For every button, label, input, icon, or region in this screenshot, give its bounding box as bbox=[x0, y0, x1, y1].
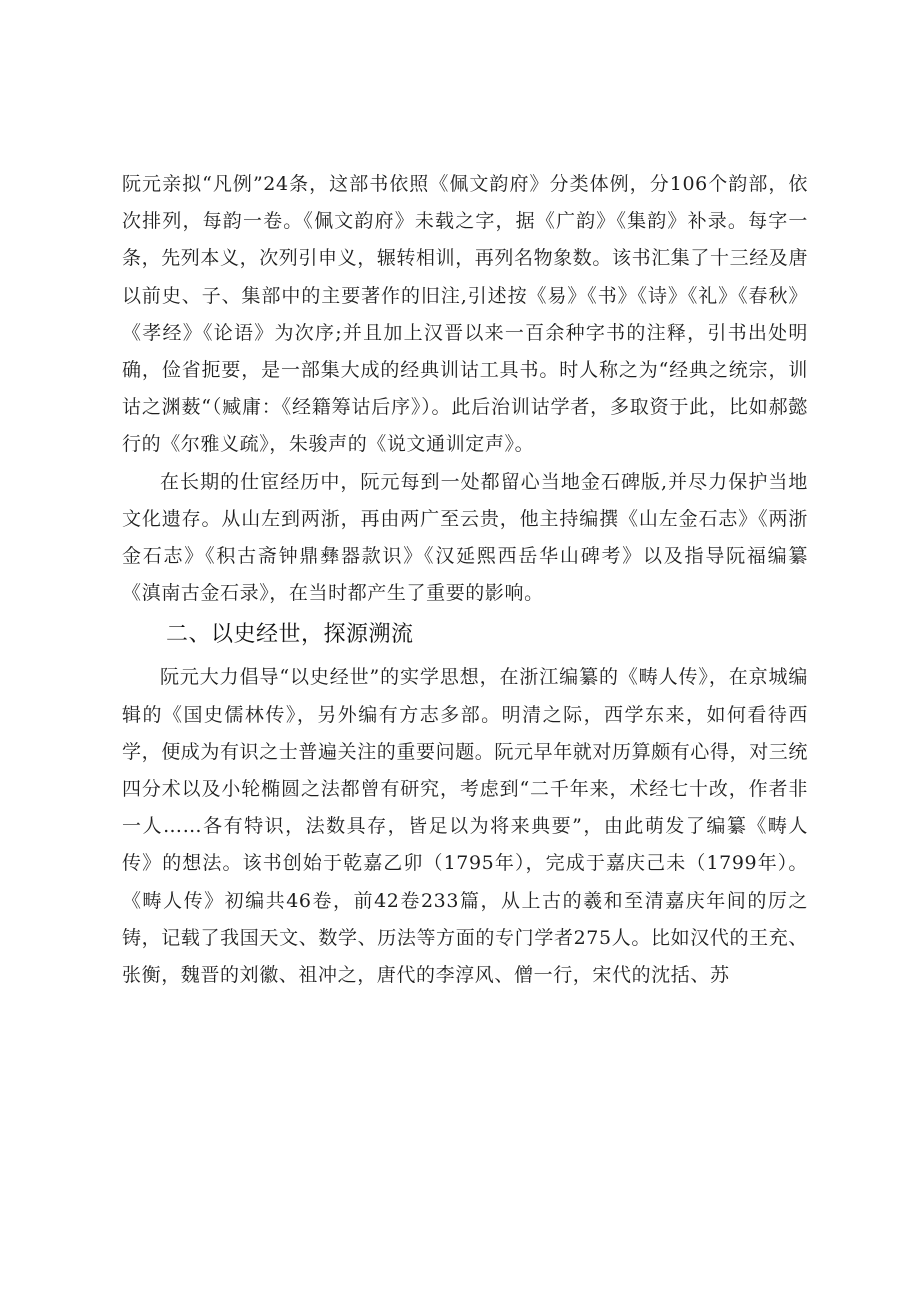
paragraph-chourenzhuan: 阮元大力倡导“以史经世”的实学思想，在浙江编纂的《畴人传》，在京城编辑的《国史儒林传》，另外编有方志多部。明清之际，西学东来，如何看待西学，便成为有识之士普遍关注的重要问题。阮元早年就对历算颇有心得，对三统四分术以及小轮椭圆之法都曾有研究，考虑到“二千年来，术经七十改，作者非一人……各有特识，法数具存，皆足以为将来典要”，由此萌发了编纂《畴人传》的想法。该书创始于乾嘉乙卯（1795年），完成于嘉庆己未（1799年）。《畴人传》初编共46卷，前42卷233篇，从上古的羲和至清嘉庆年间的厉之铸，记载了我国天文、数学、历法等方面的专门学者275人。比如汉代的王充、张衡，魏晋的刘徽、祖冲之，唐代的李淳风、僧一行，宋代的沈括、苏 bbox=[122, 666, 809, 987]
body-text bbox=[122, 166, 808, 994]
section-heading: 二、以史经世，探源溯流 bbox=[166, 622, 414, 648]
paragraph-jinshi: 在长期的仕宦经历中，阮元每到一处都留心当地金石碑版,并尽力保护当地文化遗存。从山左到两浙，再由两广至云贵，他主持编撰《山左金石志》《两浙金石志》《积古斋钟鼎彝器款识》《汉延熙西岳华山碑考》以及指导阮福编纂《滇南古金石录》，在当时都产生了重要的影响。 bbox=[122, 470, 808, 605]
paragraph-fanli: 阮元亲拟“凡例”24条，这部书依照《佩文韵府》分类体例，分106个韵部，依次排列，每韵一卷。《佩文韵府》未载之字，据《广韵》《集韵》补录。每字一条，先列本义，次列引申义，辗转相训，再列名物象数。该书汇集了十三经及唐以前史、子、集部中的主要著作的旧注,引述按《易》《书》《诗》《礼》《春秋》《孝经》《论语》为次序;并且加上汉晋以来一百余种字书的注释，引书出处明确，俭省扼要，是一部集大成的经典训诂工具书。时人称之为“经典之统宗，训诂之渊薮“（臧庸：《经籍筹诂后序》）。此后治训诂学者，多取资于此，比如郝懿行的《尔雅义疏》，朱骏声的《说文通训定声》。 bbox=[122, 173, 809, 456]
